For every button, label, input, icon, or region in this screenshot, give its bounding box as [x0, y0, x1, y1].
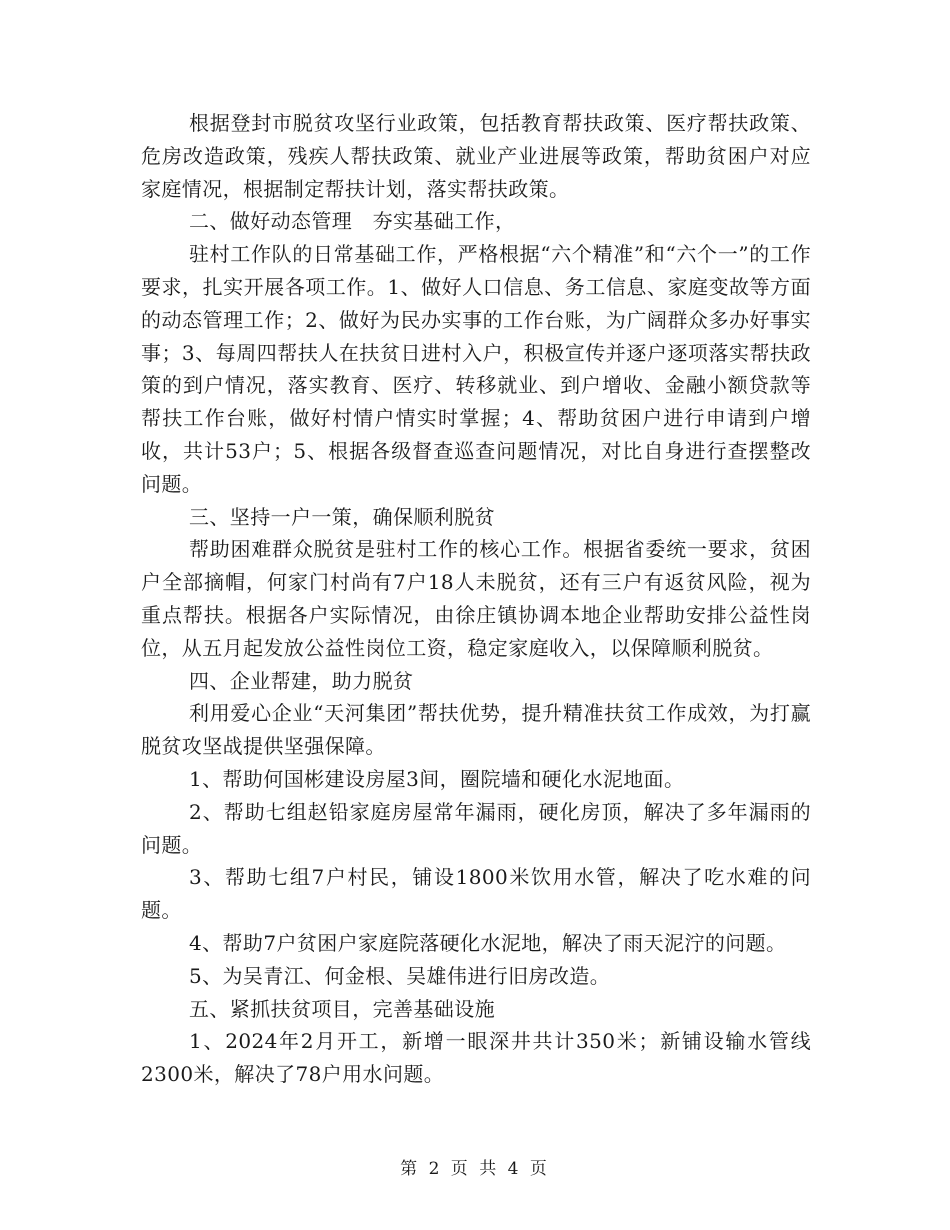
- section-heading: 四、企业帮建，助力脱贫: [189, 668, 414, 693]
- list-item: 2、帮助七组赵铅家庭房屋常年漏雨，硬化房顶，解决了多年漏雨的问题。: [141, 799, 811, 857]
- paragraph: 根据登封市脱贫攻坚行业政策，包括教育帮扶政策、医疗帮扶政策、危房改造政策，残疾人帮扶政策、就业产业进展等政策，帮助贫困户对应家庭情况，根据制定帮扶计划，落实帮扶政策。: [141, 111, 811, 201]
- list-item: 3、帮助七组7户村民，铺设1800米饮用水管，解决了吃水难的问题。: [141, 865, 811, 923]
- list-item: 1、帮助何国彬建设房屋3间，圈院墙和硬化水泥地面。: [189, 766, 685, 791]
- paragraph: 驻村工作队的日常基础工作，严格根据“六个精准”和“六个一”的工作要求，扎实开展各项工作。1、做好人口信息、务工信息、家庭变故等方面的动态管理工作；2、做好为民办实事的工作台账，为广阔群众多办好事实事；3、每周四帮扶人在扶贫日进村入户，积极宣传并逐户逐项落实帮扶政策的到户情况，落实教育、医疗、转移就业、到户增收、金融小额贷款等帮扶工作台账，做好村情户情实时掌握；4、帮助贫困户进行申请到户增收，共计53户；5、根据各级督查巡查问题情况，对比自身进行查摆整改问题。: [141, 242, 811, 496]
- list-item: 5、为吴青江、何金根、吴雄伟进行旧房改造。: [189, 963, 611, 988]
- list-item: 4、帮助7户贫困户家庭院落硬化水泥地，解决了雨天泥泞的问题。: [189, 930, 787, 955]
- document-body: [141, 107, 811, 1091]
- page-footer: 第 2 页 共 4 页: [400, 1159, 550, 1179]
- paragraph: 利用爱心企业“天河集团”帮扶优势，提升精准扶贫工作成效，为打赢脱贫攻坚战提供坚强保障。: [141, 701, 811, 759]
- section-heading: 二、做好动态管理 夯实基础工作，: [189, 209, 516, 234]
- paragraph: 帮助困难群众脱贫是驻村工作的核心工作。根据省委统一要求，贫困户全部摘帽，何家门村尚有7户18人未脱贫，还有三户有返贫风险，视为重点帮扶。根据各户实际情况，由徐庄镇协调本地企业帮助安排公益性岗位，从五月起发放公益性岗位工资，稳定家庭收入，以保障顺利脱贫。: [141, 537, 811, 660]
- section-heading: 五、紧抓扶贫项目，完善基础设施: [189, 996, 495, 1021]
- list-item: 1、2024年2月开工，新增一眼深井共计350米；新铺设输水管线2300米，解决了78户用水问题。: [141, 1029, 811, 1087]
- section-heading: 三、坚持一户一策，确保顺利脱贫: [189, 504, 495, 529]
